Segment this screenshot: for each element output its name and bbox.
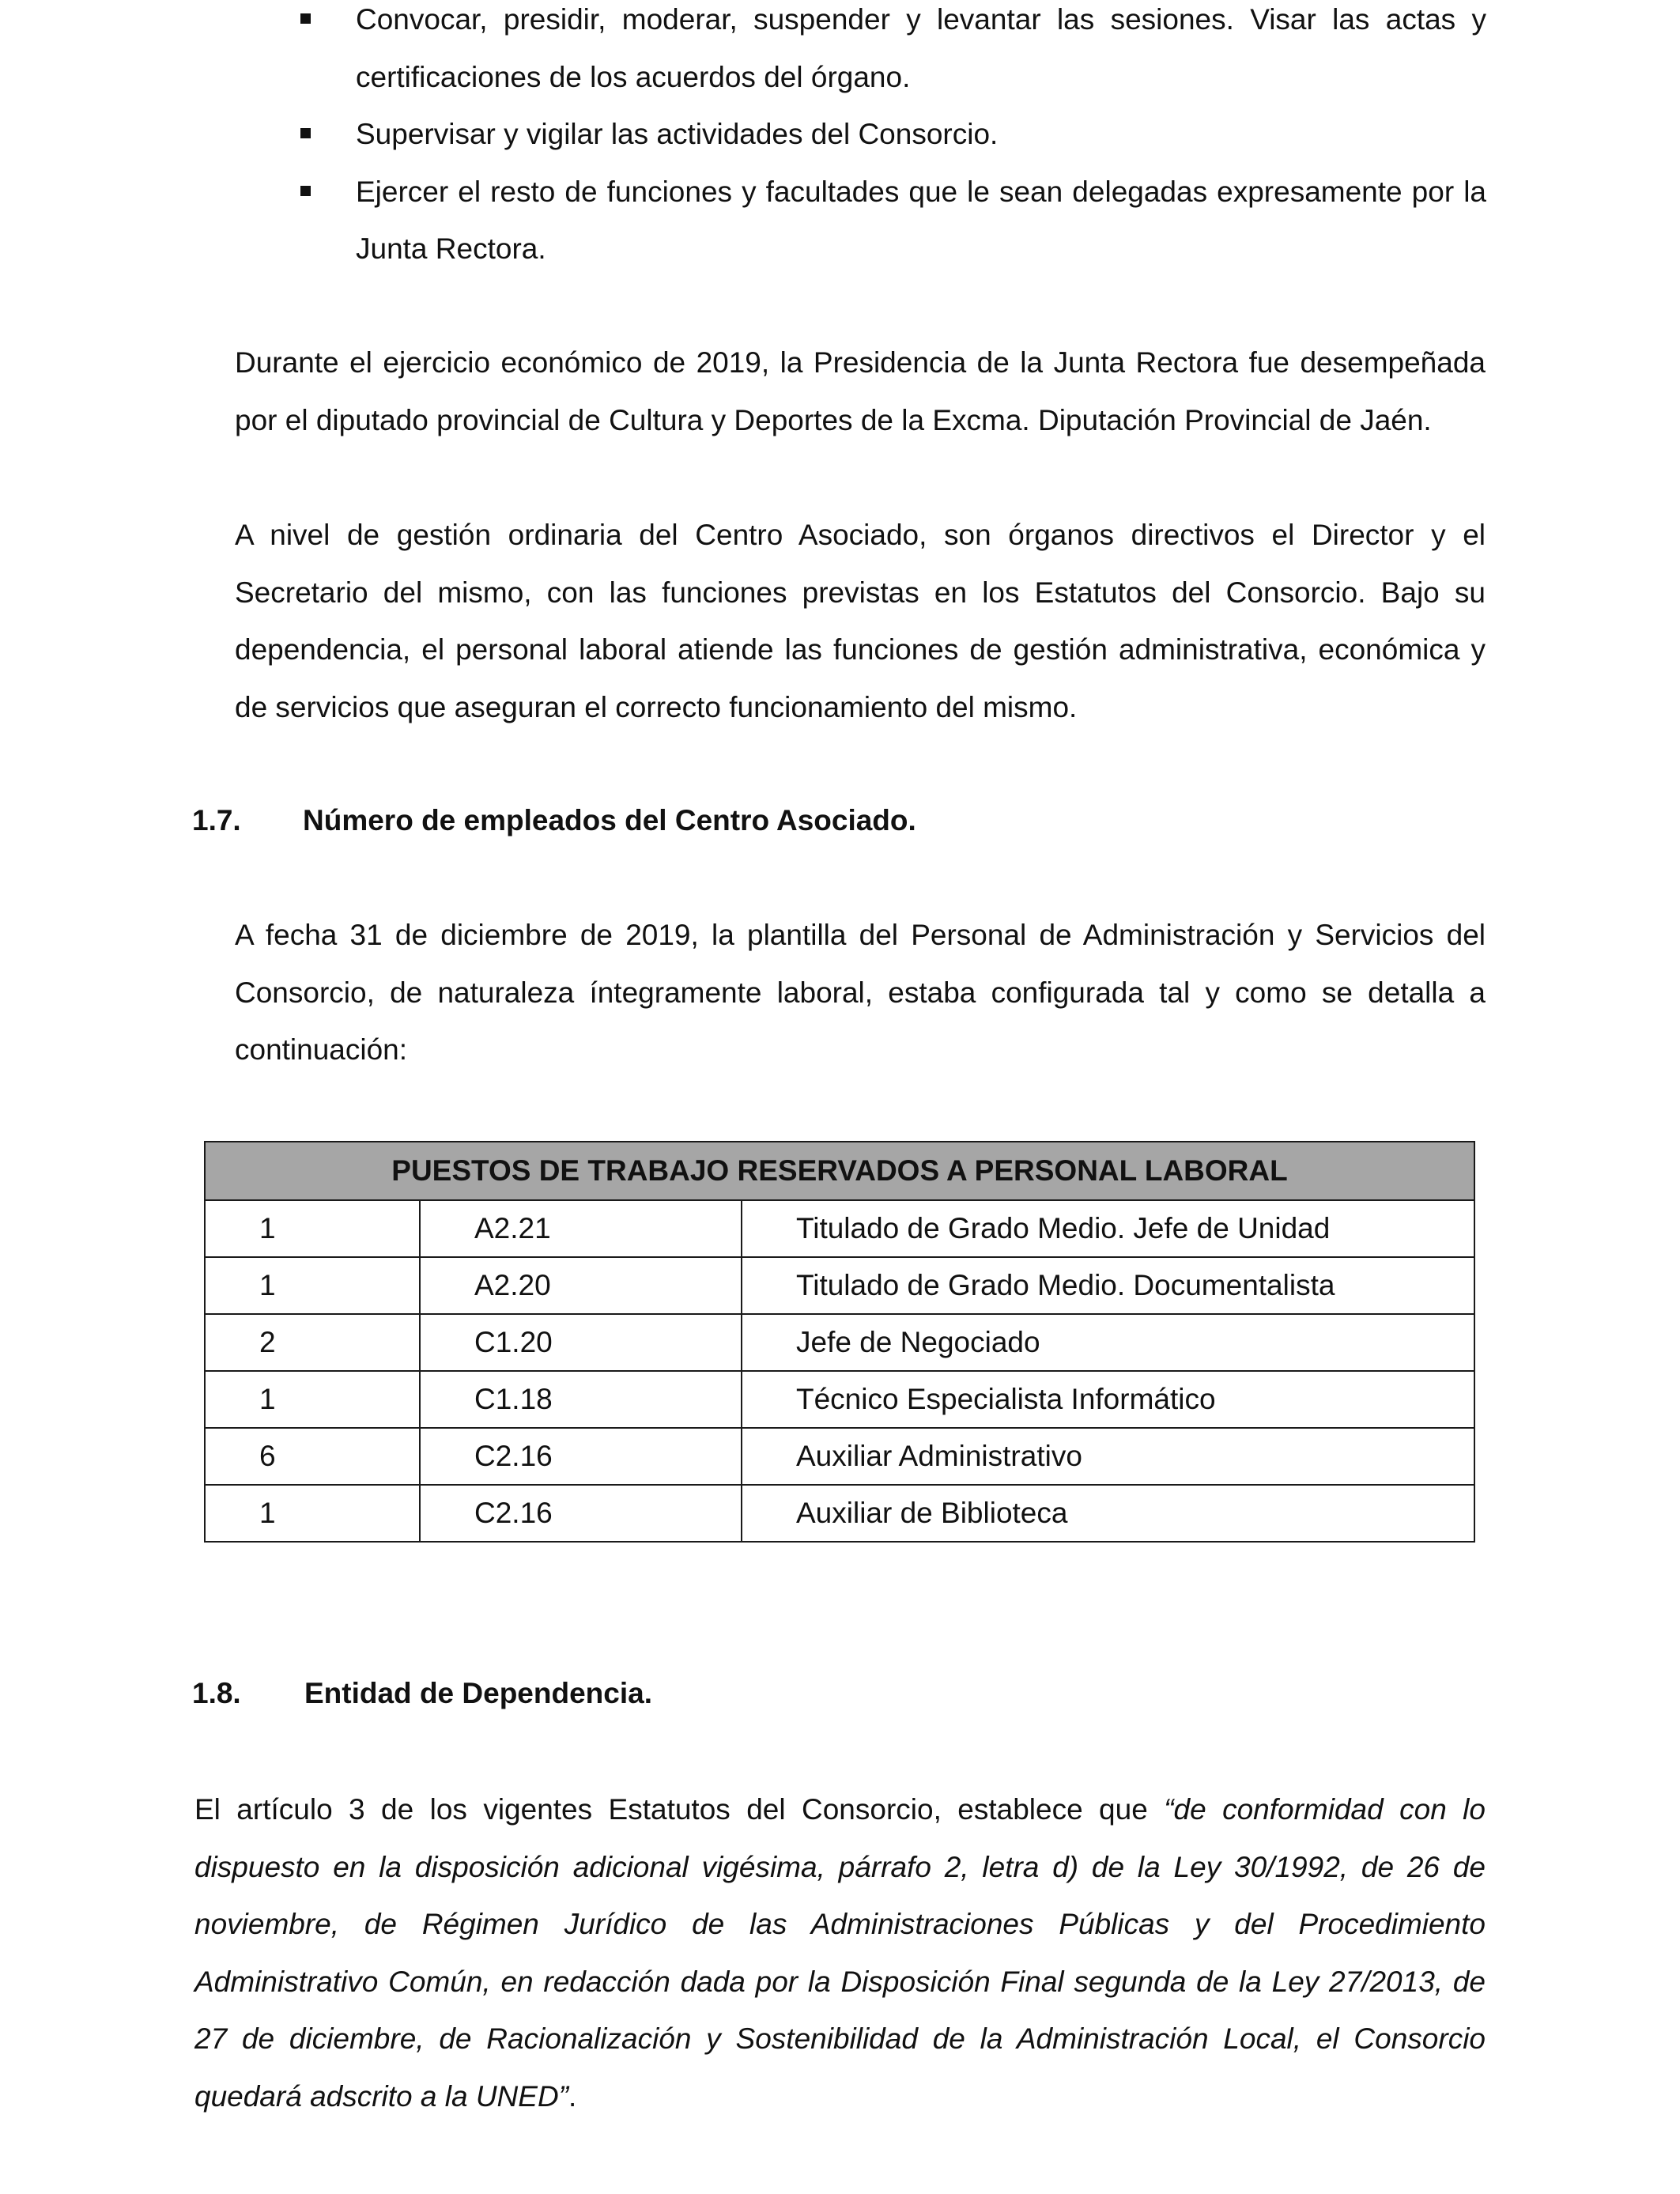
section-heading-1-8 <box>192 1665 652 1723</box>
paragraph-articulo <box>194 1781 1486 2125</box>
position-cell: Auxiliar Administrativo <box>742 1428 1474 1485</box>
table-row <box>205 1485 1474 1542</box>
position-cell: Titulado de Grado Medio. Jefe de Unidad <box>742 1200 1474 1257</box>
table-row <box>205 1371 1474 1428</box>
section-number: 1.8. <box>192 1677 241 1709</box>
table-header-row <box>205 1142 1474 1200</box>
paragraph-end: . <box>568 2079 577 2113</box>
paragraph-plantilla: A fecha 31 de diciembre de 2019, la plantilla del Personal de Administración y Servicios del Consorcio, de naturaleza íntegramente laboral, estaba configurada tal y como se detalla a continuación: <box>235 919 1486 1066</box>
code-cell: C2.16 <box>420 1428 742 1485</box>
code-cell: A2.20 <box>420 1257 742 1314</box>
position-cell: Jefe de Negociado <box>742 1314 1474 1371</box>
list-item <box>300 164 1486 278</box>
paragraph-intro: El artículo 3 de los vigentes Estatutos del Consorcio, establece que <box>194 1793 1165 1826</box>
paragraph-presidencia: Durante el ejercicio económico de 2019, la Presidencia de la Junta Rectora fue desempeñada por el diputado provincial de Cultura y Deportes de la Excma. Diputación Provincial de Jaén. <box>235 346 1486 436</box>
list-item <box>300 106 1486 164</box>
count-cell: 6 <box>205 1428 420 1485</box>
bullet-list <box>300 0 1486 278</box>
table-row <box>205 1428 1474 1485</box>
table-row <box>205 1200 1474 1257</box>
table-row <box>205 1257 1474 1314</box>
bullet-text: Convocar, presidir, moderar, suspender y levantar las sesiones. Visar las actas y certificaciones de los acuerdos del órgano. <box>356 3 1486 93</box>
code-cell: C1.20 <box>420 1314 742 1371</box>
section-title: Número de empleados del Centro Asociado. <box>303 804 916 836</box>
count-cell: 1 <box>205 1200 420 1257</box>
square-bullet-icon <box>300 13 311 24</box>
square-bullet-icon <box>300 128 311 138</box>
count-cell: 2 <box>205 1314 420 1371</box>
section-title: Entidad de Dependencia. <box>304 1677 652 1709</box>
staff-table <box>204 1141 1475 1543</box>
count-cell: 1 <box>205 1371 420 1428</box>
code-cell: C1.18 <box>420 1371 742 1428</box>
position-cell: Titulado de Grado Medio. Documentalista <box>742 1257 1474 1314</box>
square-bullet-icon <box>300 186 311 196</box>
code-cell: C2.16 <box>420 1485 742 1542</box>
section-number: 1.7. <box>192 804 241 836</box>
statute-quote: “de conformidad con lo dispuesto en la disposición adicional vigésima, párrafo 2, letra d) de la Ley 30/1992, de 26 de noviembre, de Régimen Jurídico de las Administraciones Públicas y del Procedimiento Administrativo Común, en redacción dada por la Disposición Final segunda de la Ley 27/2013, de 27 de diciembre, de Racionalización y Sostenibilidad de la Administración Local, el Consorcio quedará adscrito a la UNED” <box>194 1793 1486 2113</box>
position-cell: Auxiliar de Biblioteca <box>742 1485 1474 1542</box>
code-cell: A2.21 <box>420 1200 742 1257</box>
table-row <box>205 1314 1474 1371</box>
table-header: PUESTOS DE TRABAJO RESERVADOS A PERSONAL LABORAL <box>205 1142 1474 1200</box>
position-cell: Técnico Especialista Informático <box>742 1371 1474 1428</box>
count-cell: 1 <box>205 1257 420 1314</box>
count-cell: 1 <box>205 1485 420 1542</box>
list-item <box>300 0 1486 106</box>
bullet-text: Ejercer el resto de funciones y facultades que le sean delegadas expresamente por la Junta Rectora. <box>356 175 1486 265</box>
bullet-text: Supervisar y vigilar las actividades del Consorcio. <box>356 118 999 150</box>
section-heading-1-7 <box>192 792 916 850</box>
paragraph-gestion: A nivel de gestión ordinaria del Centro Asociado, son órganos directivos el Director y el Secretario del mismo, con las funciones previstas en los Estatutos del Consorcio. Bajo su dependencia, el personal laboral atiende las funciones de gestión administrativa, económica y de servicios que aseguran el correcto funcionamiento del mismo. <box>235 519 1486 723</box>
